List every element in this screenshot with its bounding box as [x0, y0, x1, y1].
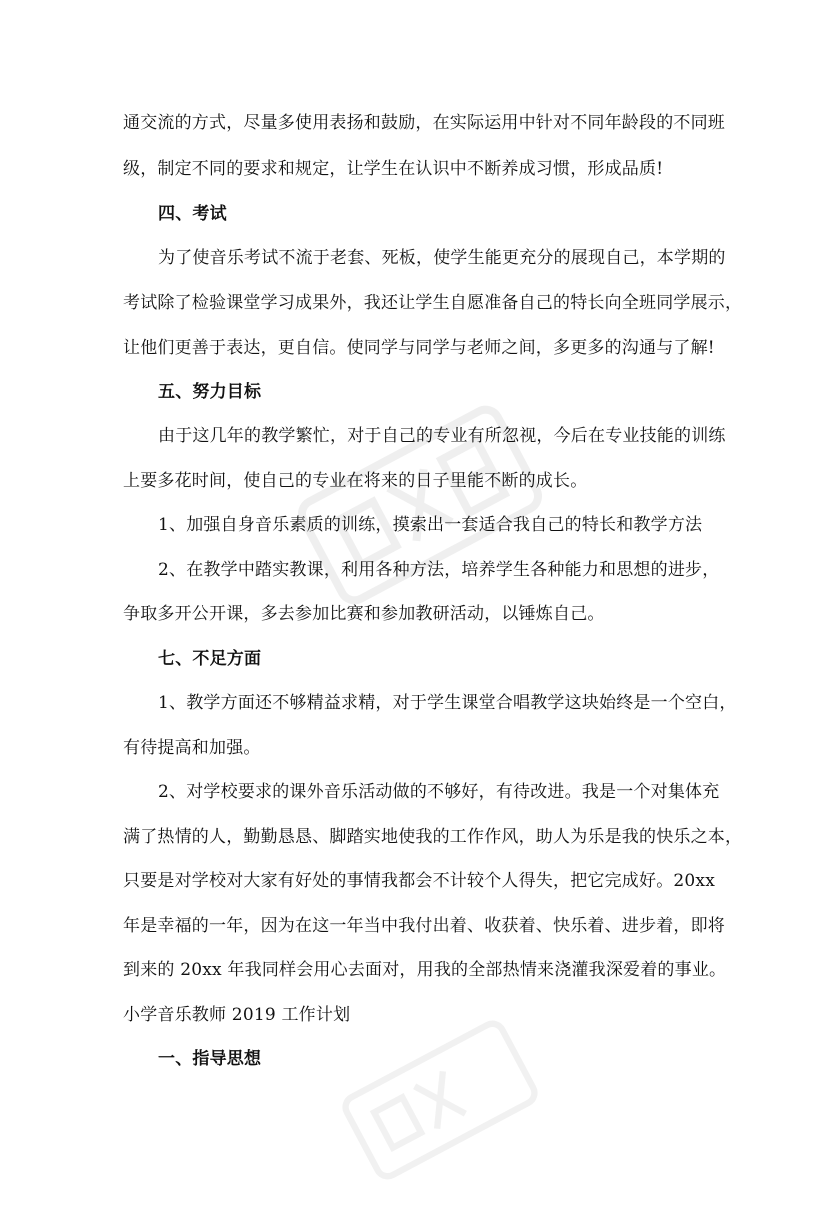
list-item: 1、加强自身音乐素质的训练，摸索出一套适合我自己的特长和教学方法 [158, 515, 703, 535]
paragraph-line: 满了热情的人，勤勤恳恳、脚踏实地使我的工作作风，助人为乐是我的快乐之本， [123, 827, 743, 847]
section-heading-exam: 四、考试 [158, 204, 227, 224]
paragraph-line: 通交流的方式，尽量多使用表扬和鼓励，在实际运用中针对不同年龄段的不同班 [123, 113, 725, 133]
section-heading-guiding-ideology: 一、指导思想 [158, 1049, 262, 1069]
paragraph-line: 让他们更善于表达，更自信。使同学与同学与老师之间，多更多的沟通与了解! [123, 338, 715, 358]
watermark-logo-icon [279, 382, 561, 627]
list-item: 2、在教学中踏实教课，利用各种方法，培养学生各种能力和思想的进步， [158, 560, 720, 580]
paragraph-line: 为了使音乐考试不流于老套、死板，使学生能更充分的展现自己，本学期的 [158, 248, 726, 268]
document-title: 小学音乐教师 2019 工作计划 [123, 1005, 351, 1025]
watermark-logo-icon [315, 995, 566, 1204]
paragraph-line: 年是幸福的一年，因为在这一年当中我付出着、收获着、快乐着、进步着，即将 [123, 916, 725, 936]
section-heading-shortcomings: 七、不足方面 [158, 649, 262, 669]
paragraph-line: 有待提高和加强。 [123, 738, 261, 758]
paragraph-line: 只要是对学校对大家有好处的事情我都会不计较个人得失，把它完成好。20xx [123, 871, 716, 891]
list-item: 1、教学方面还不够精益求精，对于学生课堂合唱教学这块始终是一个空白， [158, 693, 737, 713]
paragraph-line: 上要多花时间，使自己的专业在将来的日子里能不断的成长。 [123, 471, 588, 491]
paragraph-line: 到来的 20xx 年我同样会用心去面对，用我的全部热情来浇灌我深爱着的事业。 [123, 960, 727, 980]
paragraph-line: 级，制定不同的要求和规定，让学生在认识中不断养成习惯，形成品质! [123, 159, 664, 179]
paragraph-line: 由于这几年的教学繁忙，对于自己的专业有所忽视，今后在专业技能的训练 [158, 426, 726, 446]
paragraph-line: 争取多开公开课，多去参加比赛和参加教研活动，以锤炼自己。 [123, 604, 605, 624]
list-item: 2、对学校要求的课外音乐活动做的不够好，有待改进。我是一个对集体充 [158, 782, 720, 802]
section-heading-goals: 五、努力目标 [158, 382, 262, 402]
paragraph-line: 考试除了检验课堂学习成果外，我还让学生自愿准备自己的特长向全班同学展示， [123, 293, 743, 313]
